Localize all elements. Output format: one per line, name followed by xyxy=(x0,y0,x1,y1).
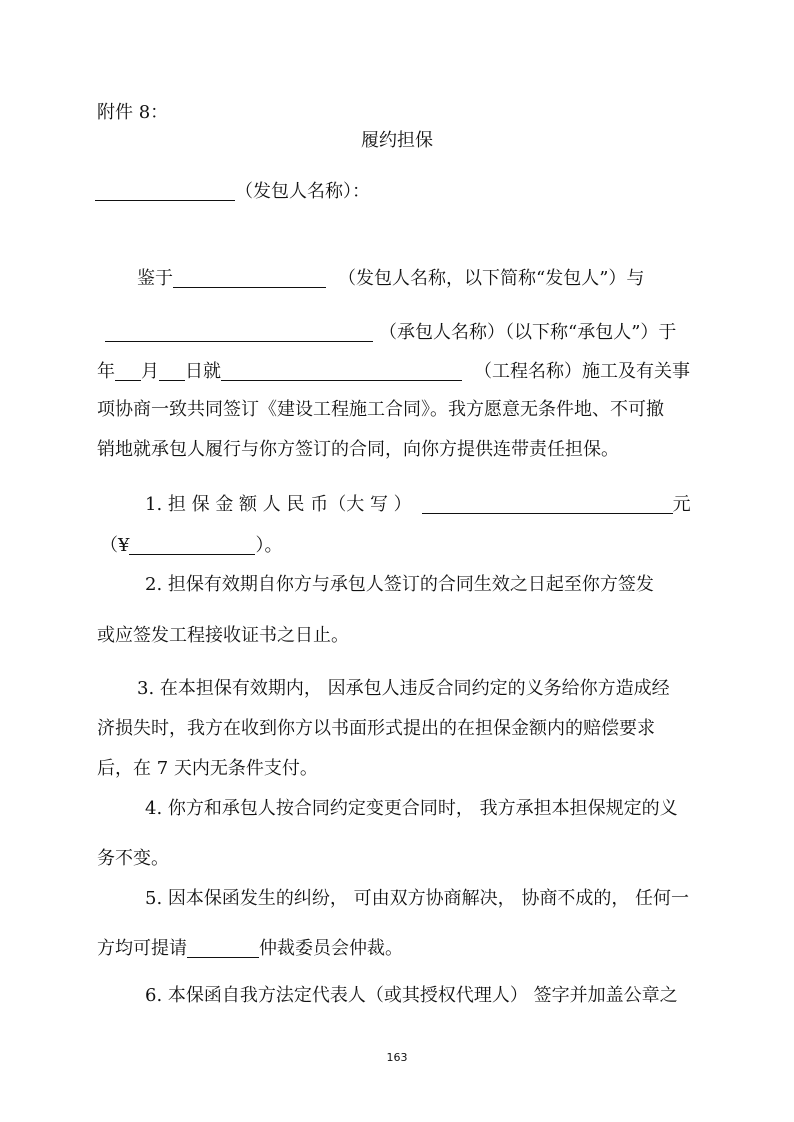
page-title: 履约担保 xyxy=(361,130,433,151)
item2-line-1: 2. 担保有效期自你方与承包人签订的合同生效之日起至你方签发 xyxy=(145,574,654,595)
arbitration-commission-blank xyxy=(187,939,259,958)
item6-line-1: 6. 本保函自我方法定代表人（或其授权代理人） 签字并加盖公章之 xyxy=(145,985,678,1006)
item5-line-2 xyxy=(97,937,403,961)
intro-line-4: 项协商一致共同签订《建设工程施工合同》。我方愿意无条件地、不可撤 xyxy=(97,399,664,420)
intro-line-3 xyxy=(97,360,690,384)
addressee-suffix: （发包人名称）： xyxy=(235,181,370,202)
item5-text: 仲裁委员会仲裁。 xyxy=(259,938,403,959)
item1-text: 1. 担 保 金 额 人 民 币（大 写 ） xyxy=(145,494,412,515)
item1-line-1 xyxy=(145,493,691,517)
day-blank xyxy=(159,362,185,381)
item5-text: 方均可提请 xyxy=(97,938,187,959)
item5-line-1: 5. 因本保函发生的纠纷， 可由双方协商解决， 协商不成的， 任何一 xyxy=(145,888,690,909)
item4-line-2: 务不变。 xyxy=(97,848,169,869)
item1-line-2 xyxy=(100,534,282,558)
intro-text: （承包人名称）（以下称“承包人”）于 xyxy=(379,322,677,343)
employer-name-blank xyxy=(95,182,235,201)
item4-line-1: 4. 你方和承包人按合同约定变更合同时， 我方承担本担保规定的义 xyxy=(145,798,678,819)
addressee-line xyxy=(95,180,370,204)
day-label: 日就 xyxy=(185,361,221,382)
amount-figures-blank xyxy=(129,536,255,555)
month-label: 月 xyxy=(141,361,159,382)
employer-name-blank-2 xyxy=(173,269,326,288)
item3-line-2: 济损失时，我方在收到你方以书面形式提出的在担保金额内的赔偿要求 xyxy=(97,718,655,739)
attachment-label: 附件 8： xyxy=(97,102,169,123)
intro-line-5: 销地就承包人履行与你方签订的合同，向你方提供连带责任担保。 xyxy=(97,439,619,460)
intro-text: （发包人名称，以下简称“发包人”）与 xyxy=(338,268,645,289)
intro-line-2 xyxy=(105,321,676,345)
project-name-blank xyxy=(221,362,462,381)
amount-words-blank xyxy=(422,495,673,514)
item1-text: ）。 xyxy=(255,535,283,556)
item3-line-1: 3. 在本担保有效期内， 因承包人违反合同约定的义务给你方造成经 xyxy=(137,678,670,699)
item2-line-2: 或应签发工程接收证书之日止。 xyxy=(97,625,349,646)
contractor-name-blank xyxy=(105,323,373,342)
item1-unit: 元 xyxy=(672,494,691,515)
item1-text: （¥ xyxy=(100,535,130,556)
intro-line-1 xyxy=(137,267,644,291)
month-blank xyxy=(115,362,141,381)
intro-text: 鉴于 xyxy=(137,268,173,289)
intro-text: （工程名称）施工及有关事 xyxy=(474,361,690,382)
year-label: 年 xyxy=(97,361,115,382)
page-number: 163 xyxy=(386,1051,408,1064)
item3-line-3: 后，在 7 天内无条件支付。 xyxy=(97,758,318,779)
